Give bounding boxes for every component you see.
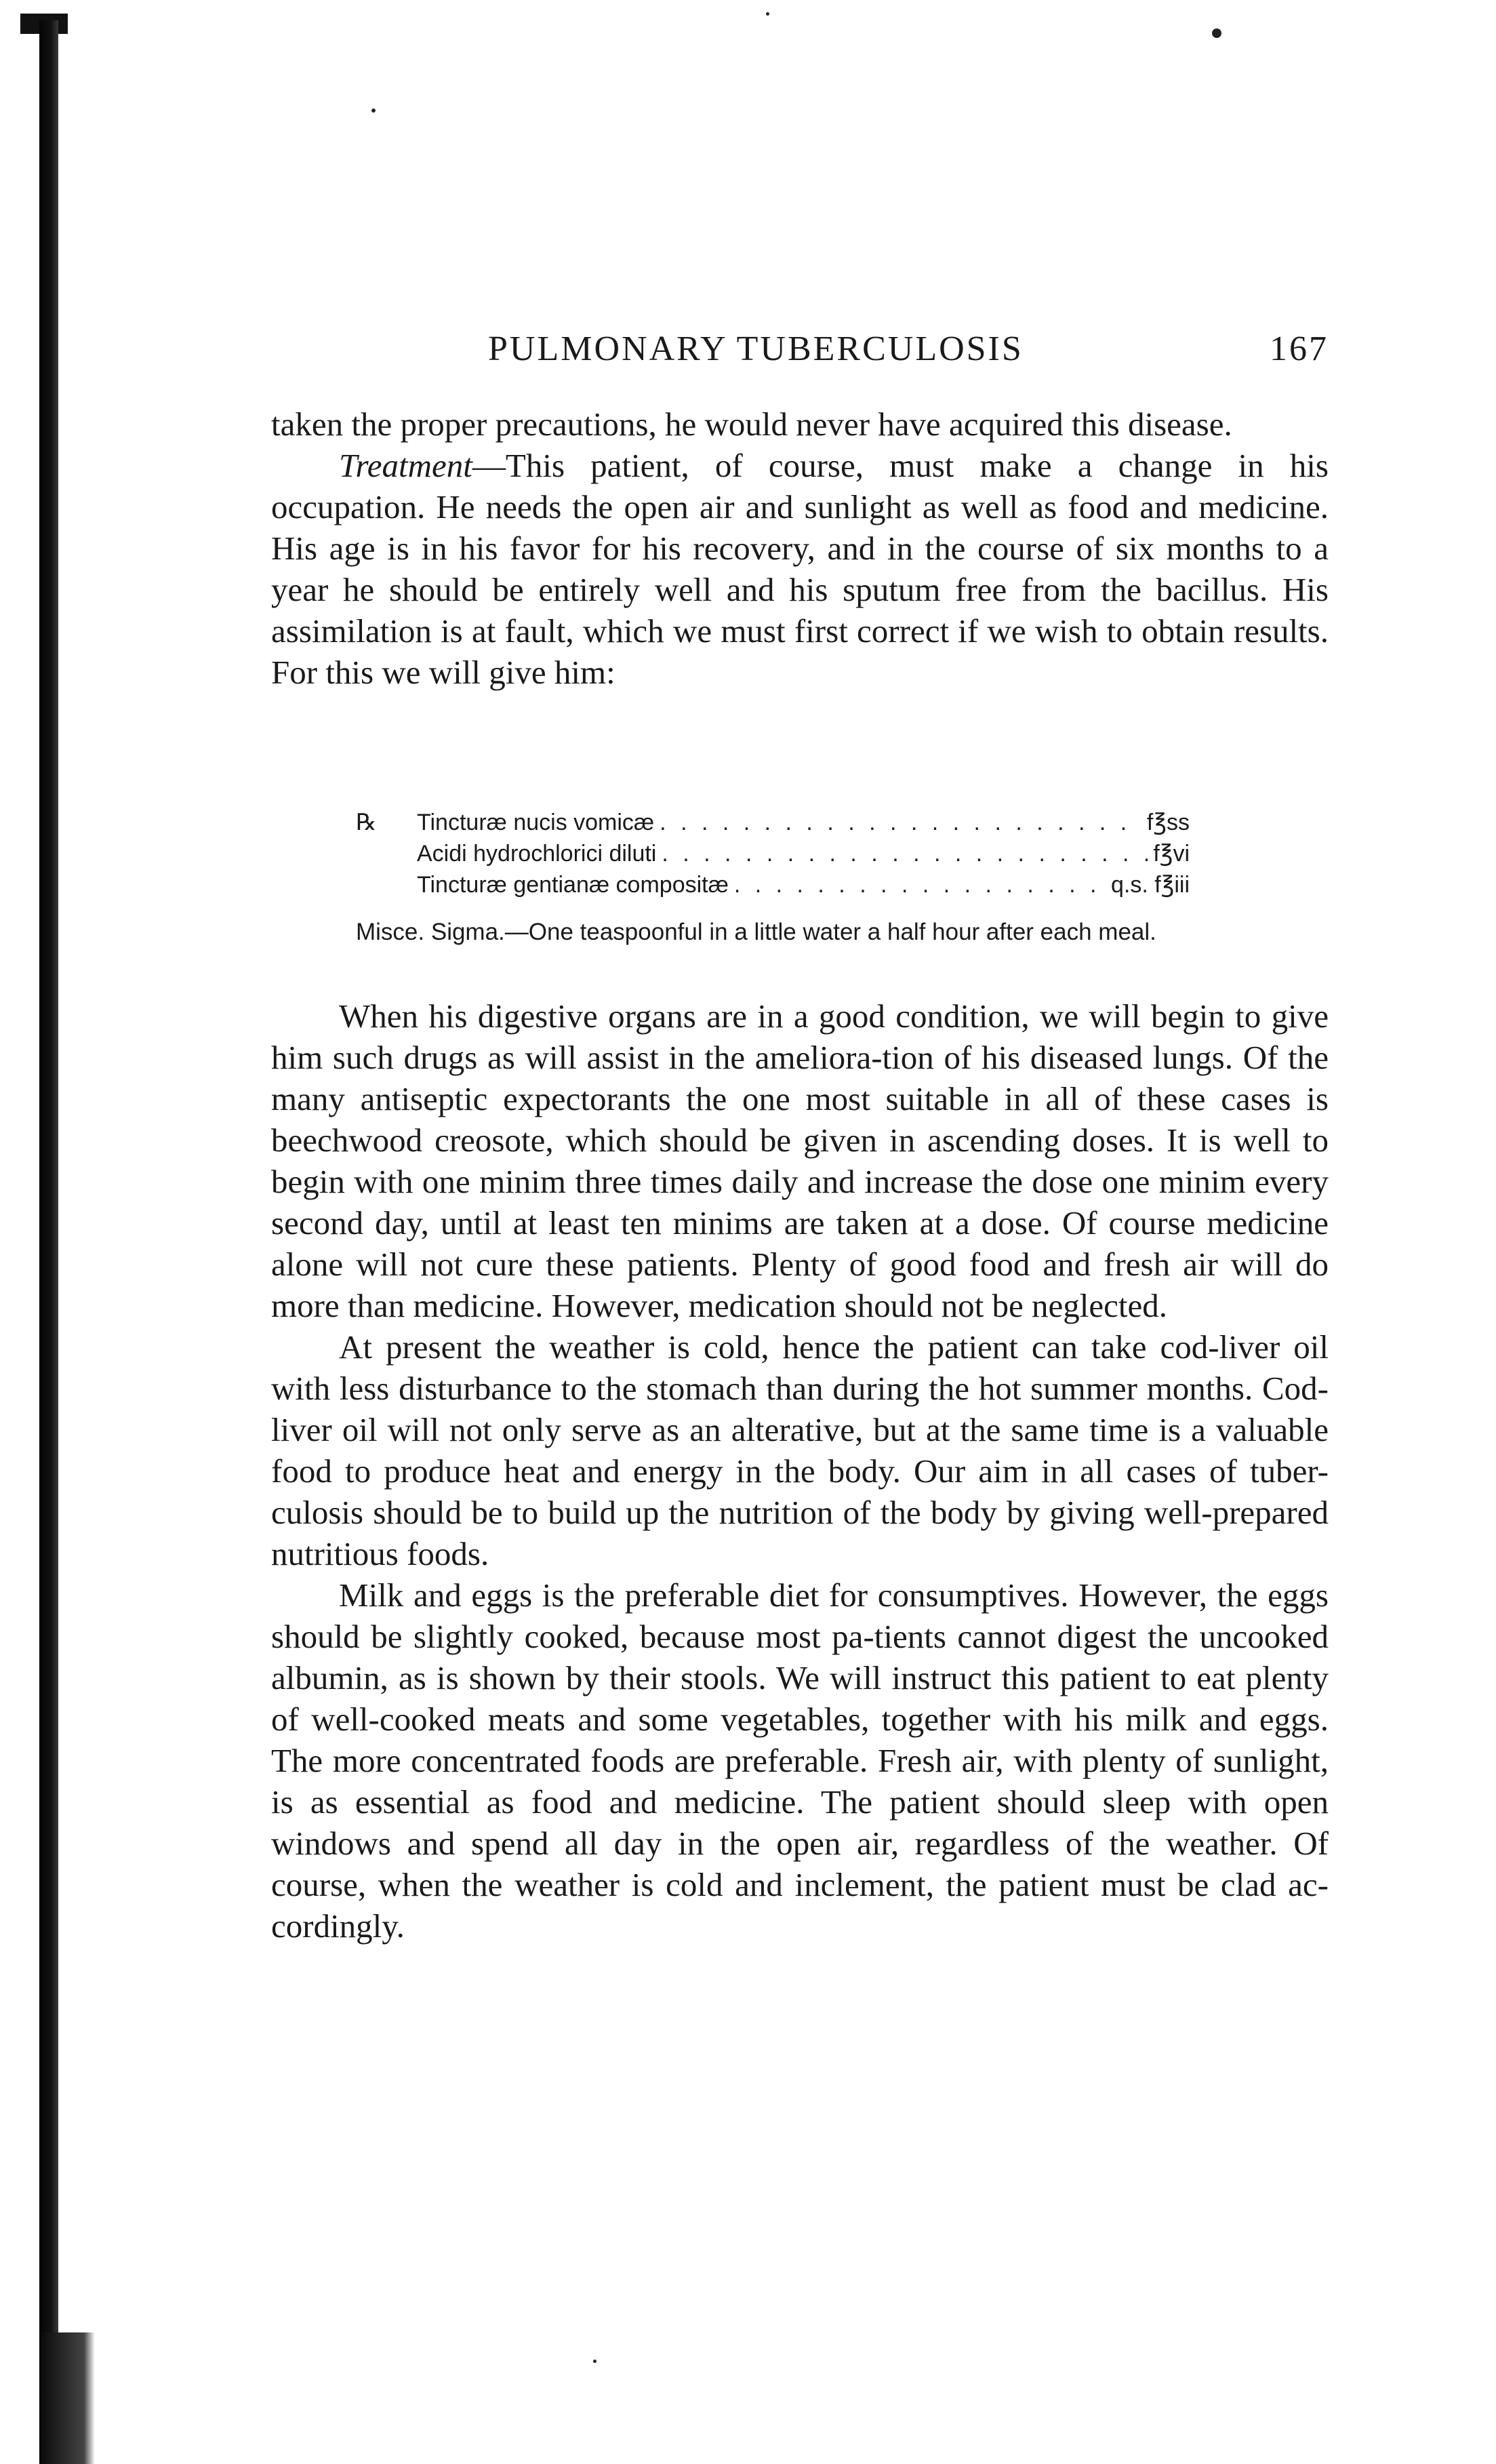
treatment-paragraph (271, 445, 1329, 693)
ingredient-name: Tincturæ gentianæ compositæ (417, 872, 729, 898)
prescription-item (417, 807, 1190, 838)
ingredient-dose: q.s. f℥iii (1111, 872, 1190, 898)
leader-dots (734, 869, 1106, 900)
prescription-item (417, 869, 1190, 900)
directions-text: Misce. Sigma.—One teaspoonful in a little water a half hour after each meal. (356, 919, 1156, 945)
continuation-paragraph: taken the proper precautions, he would never have acquired this disease. (271, 405, 1232, 443)
ingredient-dose: f℥vi (1153, 841, 1190, 867)
leader-dots (662, 838, 1148, 869)
running-header (488, 329, 1329, 376)
prescription-item (417, 838, 1190, 869)
binding-edge (39, 20, 58, 2464)
ingredient-name: Tincturæ nucis vomicæ (417, 810, 655, 835)
ink-speck (371, 108, 376, 113)
paragraph: At present the weather is cold, hence the patient can take cod-liver oil with less disturbance to the stomach than during the hot summer months. Cod-liver oil will not only serve as an alterative, but at the same time is a valuable food to produce heat and energy in the body. Our aim in all cases of tuber-culosis should be to build up the nutrition of the body by giving well-prepared nutritious foods. (271, 1328, 1329, 1572)
paragraph: Milk and eggs is the preferable diet for consumptives. However, the eggs should be slightly cooked, because most pa-tients cannot digest the uncooked albumin, as is shown by their stools. We will instruct this patient to eat plenty of well-cooked meats and some vegetables, together with his milk and eggs. The more concentrated foods are preferable. Fresh air, with plenty of sunlight, is as essential as food and medicine. The patient should sleep with open windows and spend all day in the open air, regardless of the weather. Of course, when the weather is cold and inclement, the patient must be clad ac-cordingly. (271, 1576, 1329, 1945)
ingredient-name: Acidi hydrochlorici diluti (417, 841, 657, 867)
intro-text (271, 403, 1329, 693)
prescription-directions (356, 917, 1251, 947)
recipe-symbol: ℞ (356, 810, 377, 835)
page-number: 167 (1270, 330, 1329, 368)
ingredient-dose: f℥ss (1146, 810, 1190, 835)
ink-speck (766, 12, 769, 16)
treatment-text: —This patient, of course, must make a change in his occupation. He needs the open air and sunlight as well as food and medicine. His age is in his favor for his recovery, and in the course of six months to a year he should be entirely well and his sputum free from the bacillus. His assimilation is at fault, which we must first correct if we wish to obtain results. For this we will give him: (271, 447, 1329, 691)
leader-dots (660, 807, 1141, 838)
treatment-label: Treatment (339, 447, 472, 484)
running-title: PULMONARY TUBERCULOSIS (488, 330, 1024, 368)
ink-speck (593, 2360, 597, 2363)
prescription (356, 807, 1190, 900)
paragraph: When his digestive organs are in a good condition, we will begin to give him such drugs as will assist in the ameliora-tion of his diseased lungs. Of the many antiseptic expectorants the one most suitable in all of these cases is beechwood creosote, which should be given in ascending doses. It is well to begin with one minim three times daily and increase the dose one minim every second day, until at least ten minims are taken at a dose. Of course medicine alone will not cure these patients. Plenty of good food and fresh air will do more than medicine. However, medication should not be neglected. (271, 997, 1329, 1324)
body-text (271, 995, 1329, 1947)
binding-edge-bottom (41, 2332, 95, 2464)
ink-speck (1212, 28, 1221, 38)
